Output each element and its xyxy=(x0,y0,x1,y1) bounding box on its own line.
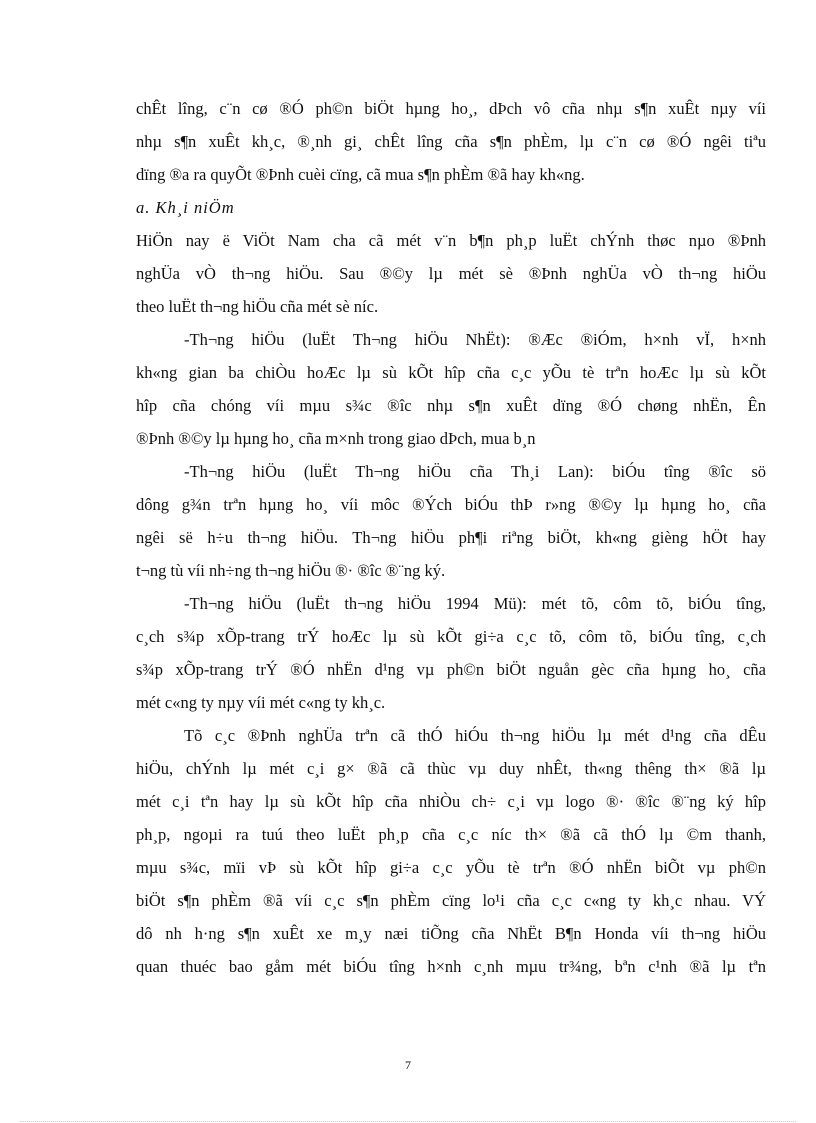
text-line: Tõ c¸c ®Þnh nghÜa trªn cã thÓ hiÓu th¬ng hiÖu lµ mét d¹ng cña dÊu xyxy=(184,726,766,745)
text-line: -Th¬ng hiÖu (luËt Th¬ng hiÖu NhËt): ®Æc ®iÓm, h×nh vÏ, h×nh xyxy=(184,330,766,349)
text-line: t¬ng tù víi nh÷ng th¬ng hiÖu ®· ®îc ®¨ng ký. xyxy=(136,561,446,580)
text-line: -Th¬ng hiÖu (luËt th¬ng hiÖu 1994 Mü): mét tõ, côm tõ, biÓu tîng, xyxy=(184,594,766,613)
text-line: kh«ng gian ba chiÒu hoÆc lµ sù kÕt hîp cña c¸c yÕu tè trªn hoÆc lµ sù kÕt xyxy=(136,363,766,382)
text-line: -Th¬ng hiÖu (luËt Th¬ng hiÖu cña Th¸i Lan): biÓu tîng ®îc sö xyxy=(184,462,766,481)
text-line: s¾p xÕp-trang trÝ ®Ó nhËn d¹ng vµ ph©n biÖt nguån gèc cña hµng ho¸ cña xyxy=(136,660,766,679)
page-number: 7 xyxy=(405,1058,411,1072)
text-line: dïng ®a ra quyÕt ®Þnh cuèi cïng, cã mua s¶n phÈm ®ã hay kh«ng. xyxy=(136,165,585,184)
section-heading: a. Kh¸i niÖm xyxy=(136,198,235,217)
text-line: nghÜa vÒ th¬ng hiÖu. Sau ®©y lµ mét sè ®Þnh nghÜa vÒ th¬ng hiÖu xyxy=(136,264,766,283)
page-bottom-divider xyxy=(20,1121,796,1122)
text-line: chÊt lîng, c¨n cø ®Ó ph©n biÖt hµng ho¸, dÞch vô cña nhµ s¶n xuÊt nµy víi xyxy=(136,99,766,118)
text-line: c¸ch s¾p xÕp-trang trÝ hoÆc lµ sù kÕt gi÷a c¸c tõ, côm tõ, biÓu tîng, c¸ch xyxy=(136,627,766,646)
text-line: quan thuéc bao gåm mét biÓu tîng h×nh c¸nh mµu tr¾ng, bªn c¹nh ®ã lµ tªn xyxy=(136,957,766,976)
text-line: HiÖn nay ë ViÖt Nam cha cã mét v¨n b¶n ph¸p luËt chÝnh thøc nµo ®Þnh xyxy=(136,231,766,250)
text-line: ngêi së h÷u th¬ng hiÖu. Th¬ng hiÖu ph¶i riªng biÖt, kh«ng gièng hÖt hay xyxy=(136,528,766,547)
text-line: nhµ s¶n xuÊt kh¸c, ®¸nh gi¸ chÊt lîng cña s¶n phÈm, lµ c¨n cø ®Ó ngêi tiªu xyxy=(136,132,766,151)
text-line: mµu s¾c, mïi vÞ sù kÕt hîp gi÷a c¸c yÕu tè trªn ®Ó nhËn biÕt vµ ph©n xyxy=(136,858,766,877)
text-line: mét c«ng ty nµy víi mét c«ng ty kh¸c. xyxy=(136,693,386,712)
text-line: biÖt s¶n phÈm ®ã víi c¸c s¶n phÈm cïng lo¹i cña c¸c c«ng ty kh¸c nhau. VÝ xyxy=(136,891,766,910)
text-line: hîp cña chóng víi mµu s¾c ®îc nhµ s¶n xuÊt dïng ®Ó chøng nhËn, Ên xyxy=(136,396,766,415)
text-line: hiÖu, chÝnh lµ mét c¸i g× ®ã cã thùc vµ duy nhÊt, th«ng thêng th× ®ã lµ xyxy=(136,759,766,778)
text-line: mét c¸i tªn hay lµ sù kÕt hîp cña nhiÒu ch÷ c¸i vµ logo ®· ®îc ®¨ng ký hîp xyxy=(136,792,766,811)
text-line: theo luËt th¬ng hiÖu cña mét sè níc. xyxy=(136,297,379,316)
text-line: ph¸p, ngoµi ra tuú theo luËt ph¸p cña c¸c níc th× ®ã cã thÓ lµ ©m thanh, xyxy=(136,825,766,844)
text-line: ®Þnh ®©y lµ hµng ho¸ cña m×nh trong giao dÞch, mua b¸n xyxy=(136,429,536,448)
text-line: dông g¾n trªn hµng ho¸ víi môc ®Ých biÓu thÞ r»ng ®©y lµ hµng ho¸ cña xyxy=(136,495,766,514)
body-text xyxy=(136,92,766,983)
text-line: dô nh h·ng s¶n xuÊt xe m¸y næi tiÕng cña NhËt B¶n Honda víi th¬ng hiÖu xyxy=(136,924,766,943)
